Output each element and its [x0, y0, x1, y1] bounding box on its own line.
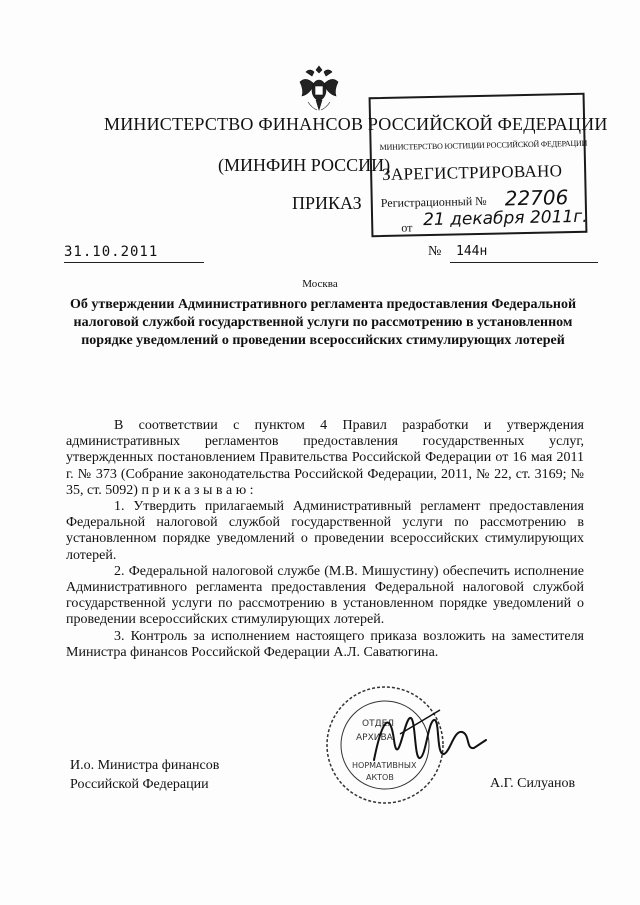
stamp-registered-label: ЗАРЕГИСТРИРОВАНО [381, 161, 563, 185]
signatory-title [70, 756, 219, 794]
number-underline [450, 262, 598, 263]
document-body [66, 418, 584, 661]
registration-stamp [369, 93, 588, 237]
document-type: ПРИКАЗ [292, 193, 362, 213]
signatory-title-line-1: И.о. Министра финансов [70, 758, 220, 773]
document-title: Об утверждении Административного регламента предоставления Федеральной налоговой службой государственной услуги по рассмотрению в установленном порядке уведомлений о проведении всероссийских стимулирующих лотерей [69, 297, 577, 348]
svg-text:АКТОВ: АКТОВ [366, 773, 394, 782]
item-2: 2. Федеральной налоговой службе (М.В. Мишустину) обеспечить исполнение Административного регламента предоставления Федеральной налоговой службой государственной услуги по рассмотрению в установленном порядке уведомлений о проведении всероссийских стимулирующих лотерей. [66, 563, 584, 628]
order-number: 144н [456, 244, 488, 259]
handwritten-signature [370, 700, 490, 780]
signatory-title-line-2: Российской Федерации [70, 777, 209, 792]
order-number-prefix: № [428, 244, 442, 259]
signatory-name: А.Г. Силуанов [490, 776, 576, 791]
stamp-number-value: 22706 [504, 185, 569, 211]
ministry-short-name: (МИНФИН РОССИИ) [218, 155, 391, 175]
stamp-date-prefix: от [401, 220, 413, 235]
svg-text:АРХИВА: АРХИВА [356, 733, 393, 743]
coat-of-arms-icon [296, 62, 342, 116]
order-date: 31.10.2011 [64, 244, 159, 260]
stamp-organization: МИНИСТЕРСТВО ЮСТИЦИИ РОССИЙСКОЙ ФЕДЕРАЦИИ [379, 138, 588, 153]
item-3: 3. Контроль за исполнением настоящего приказа возложить на заместителя Министра финансов Российской Федерации А.Л. Саватюгина. [66, 628, 584, 660]
date-underline [64, 262, 204, 263]
svg-text:НОРМАТИВНЫХ: НОРМАТИВНЫХ [352, 761, 417, 770]
item-1: 1. Утвердить прилагаемый Административный регламент предоставления Федеральной налоговой службой государственной услуги по рассмотрению в установленном порядке уведомлений о проведении всероссийских стимулирующих лотерей. [66, 499, 584, 563]
svg-text:ОТДЕЛ: ОТДЕЛ [362, 719, 395, 729]
city: Москва [302, 278, 338, 290]
intro-paragraph: В соответствии с пунктом 4 Правил разработки и утверждения административных регламентов предоставления государственных услуг, утвержденных постановлением Правительства Российской Федерации от 16 мая 2011 г. № 373 (Собрание законодательства Российской Федерации, 2011, № 22, ст. 3169; № 35, ст. 5092) п р и к а з ы в а ю : [66, 418, 584, 498]
stamp-number-label: Регистрационный № [380, 193, 487, 211]
stamp-date-value: 21 декабря 2011г. [422, 206, 588, 231]
ministry-name: МИНИСТЕРСТВО ФИНАНСОВ РОССИЙСКОЙ ФЕДЕРАЦИИ [104, 114, 608, 134]
